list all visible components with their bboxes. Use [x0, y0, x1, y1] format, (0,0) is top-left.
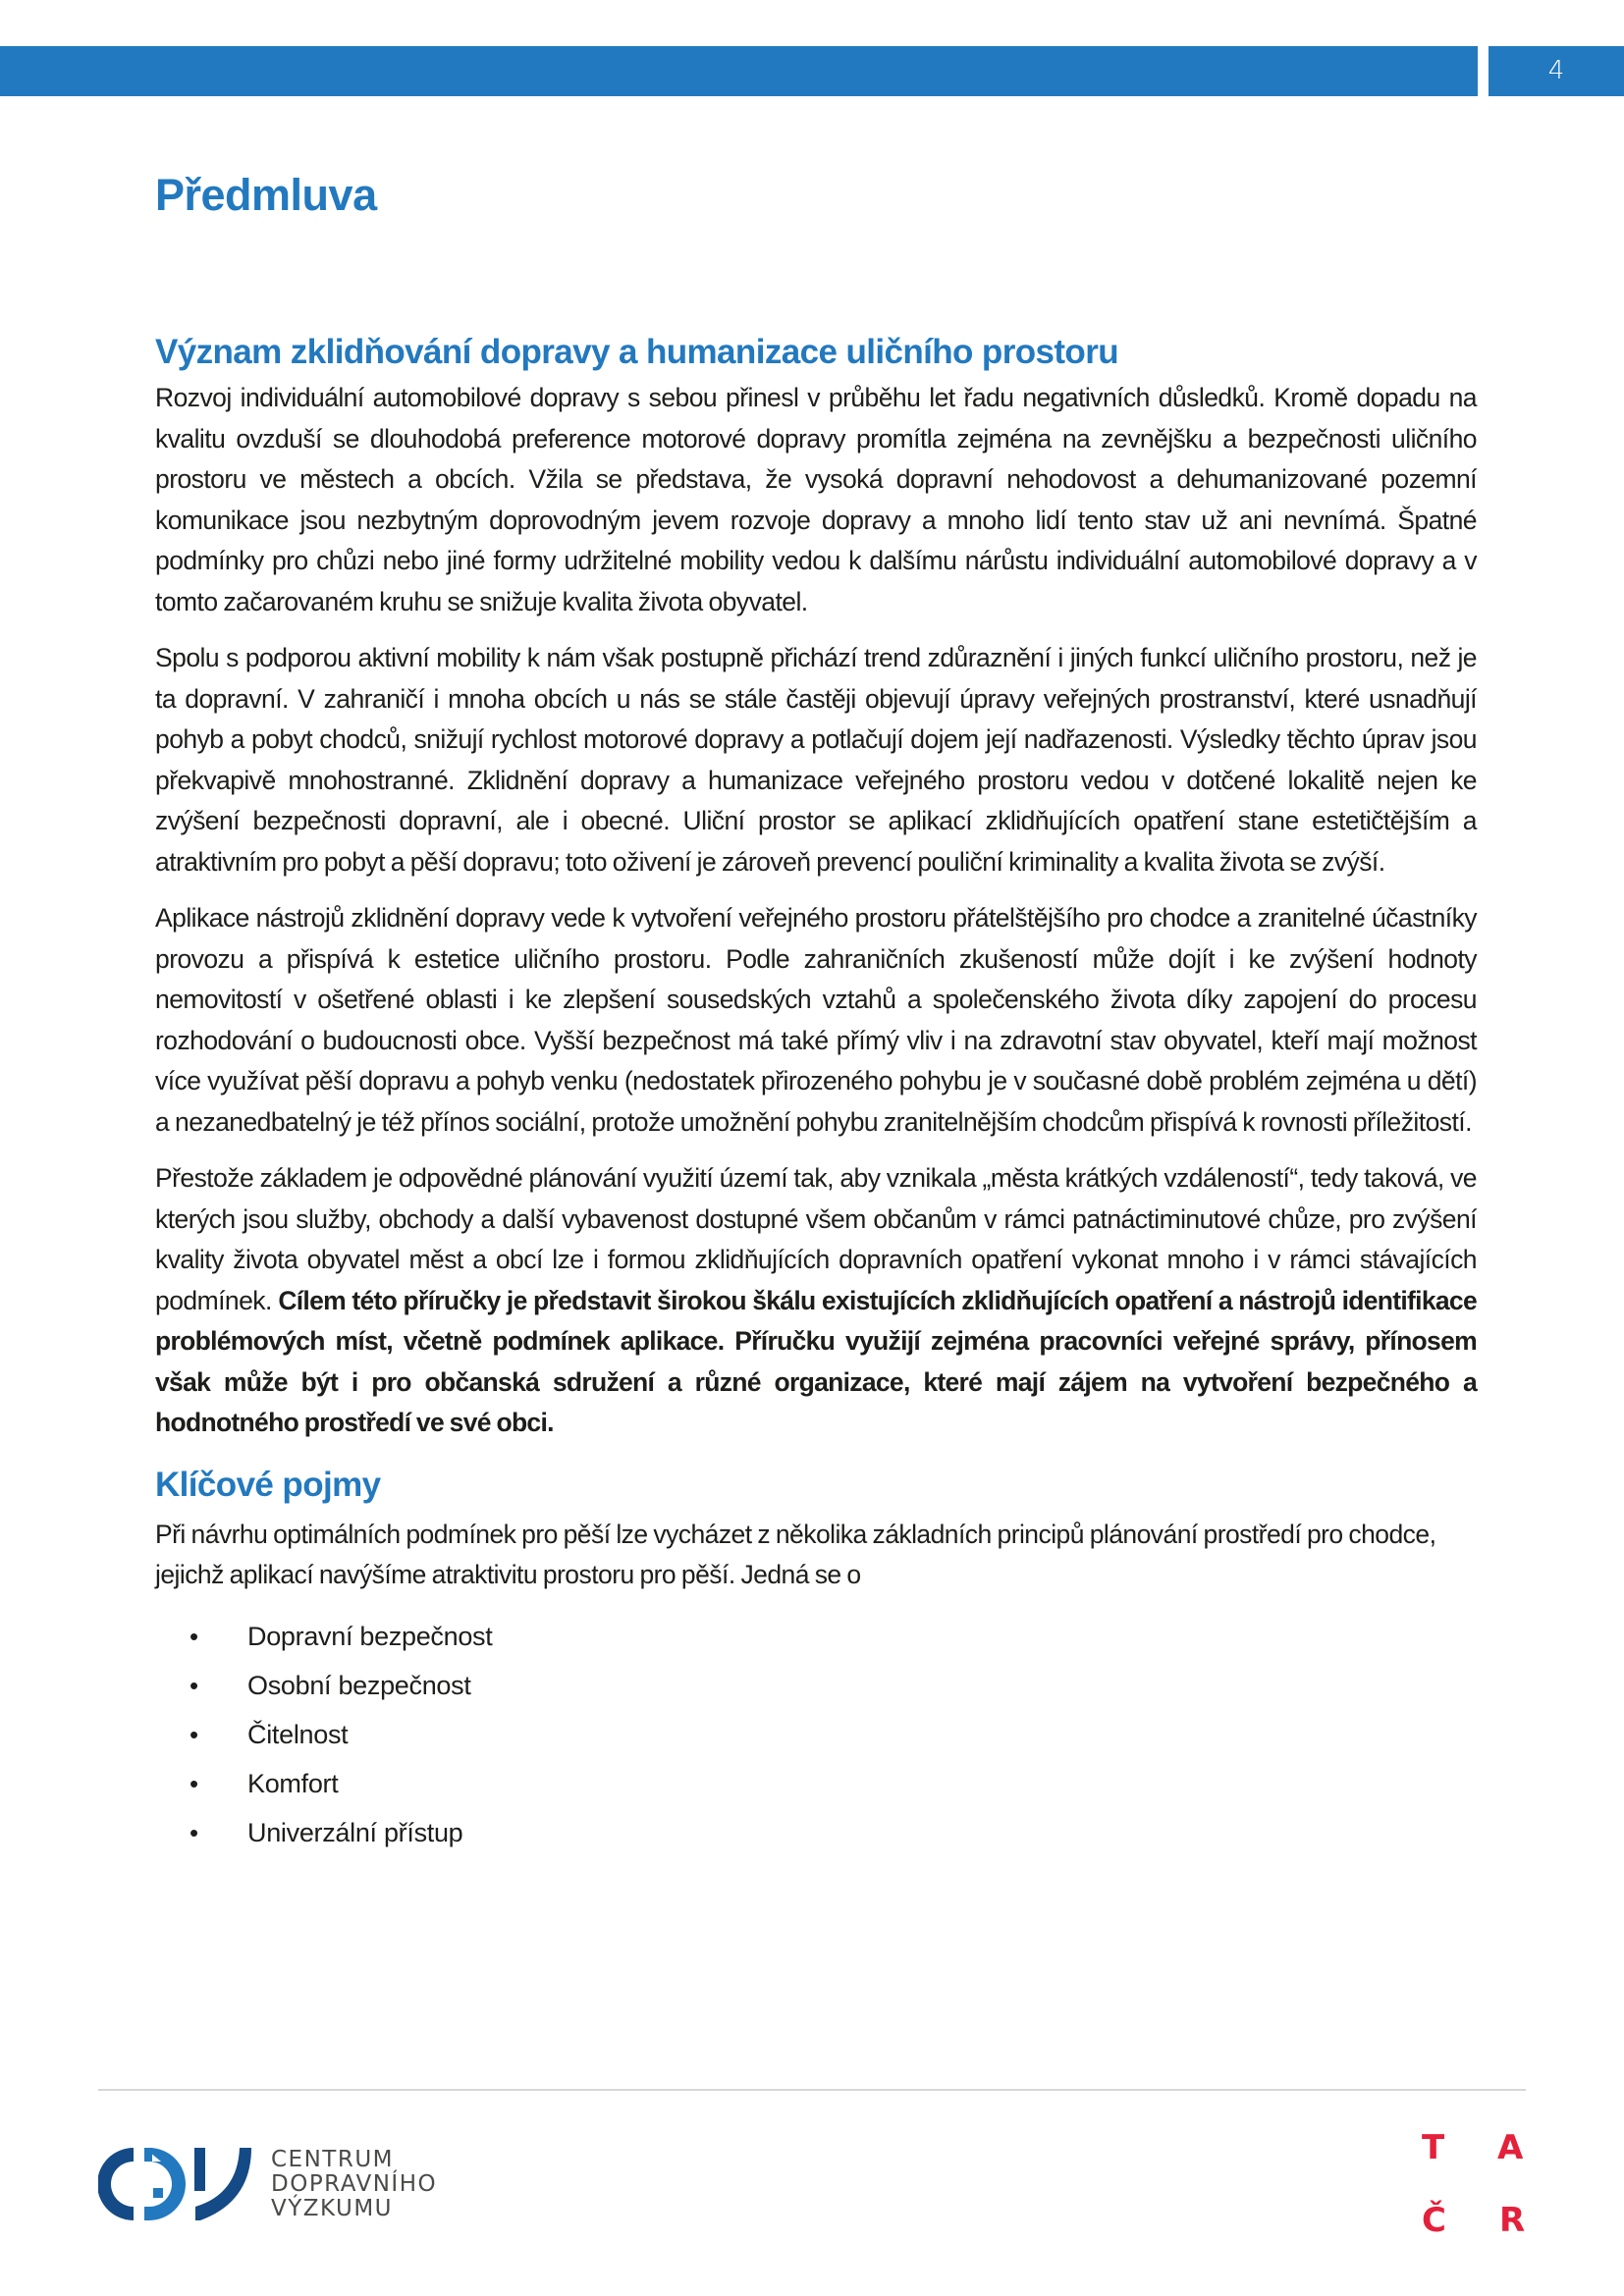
list-item-label: Univerzální přístup [247, 1817, 463, 1847]
header-band [0, 46, 1478, 96]
list-item [155, 1808, 1477, 1857]
paragraph-3: Aplikace nástrojů zklidnění dopravy vede k vytvoření veřejného prostoru přátelštějšího pro chodce a zranitelné účastníky provozu a přispívá k estetice uličního prostoru. Podle zahraničních zkušeností může dojít i ke zvýšení hodnoty nemovitostí v ošetřené oblasti i ke zlepšení sousedských vztahů a společenského života díky zapojení do procesu rozhodování o budoucnosti obce. Vyšší bezpečnost má také přímý vliv i na zdravotní stav obyvatel, kteří mají možnost více využívat pěší dopravu a pohyb venku (nedostatek přirozeného pohybu je v současné době problém zejména u dětí) a nezanedbatelný je též přínos sociální, protože umožnění pohybu zranitelnějším chodcům přispívá k rovnosti příležitostí. [155, 903, 1477, 1137]
bullet-icon: • [189, 1621, 198, 1651]
list-item-label: Čitelnost [247, 1719, 349, 1749]
list-item [155, 1612, 1477, 1661]
cdv-logo-text [271, 2148, 437, 2221]
list-item-label: Osobní bezpečnost [247, 1670, 471, 1700]
list-item-label: Komfort [247, 1768, 339, 1798]
bullet-icon: • [189, 1670, 198, 1700]
paragraph-1: Rozvoj individuální automobilové dopravy s sebou přinesl v průběhu let řadu negativních důsledků. Kromě dopadu na kvalitu ovzduší se dlouhodobá preference motorové dopravy promítla zejména na zevnějšku a bezpečnosti uličního prostoru ve městech a obcích. Vžila se představa, že vysoká dopravní nehodovost a dehumanizované pozemní komunikace jsou nezbytným doprovodným jevem rozvoje dopravy a mnoho lidí tento stav už ani nevnímá. Špatné podmínky pro chůzi nebo jiné formy udržitelné mobility vedou k dalšímu nárůstu individuální automobilové dopravy a v tomto začarovaném kruhu se snižuje kvalita života obyvatel. [155, 383, 1477, 616]
bullet-icon: • [189, 1817, 198, 1847]
list-item-label: Dopravní bezpečnost [247, 1621, 493, 1651]
page-number: 4 [1489, 46, 1624, 96]
list-item [155, 1661, 1477, 1710]
paragraph-2: Spolu s podporou aktivní mobility k nám však postupně přichází trend zdůraznění i jiných funkcí uličního prostoru, než je ta dopravní. V zahraničí i mnoha obcích u nás se stále častěji objevují úpravy veřejných prostranství, které usnadňují pohyb a pobyt chodců, snižují rychlost motorové dopravy a potlačují dojem její nadřazenosti. Výsledky těchto úprav jsou překvapivě mnohostranné. Zklidnění dopravy a humanizace veřejného prostoru vedou v dotčené lokalitě nejen ke zvýšení bezpečnosti dopravní, ale i obecné. Uliční prostor se aplikací zklidňujících opatření stane estetičtějším a atraktivním pro pobyt a pěší dopravu; toto oživení je zároveň prevencí pouliční kriminality a kvalita života se zvýší. [155, 643, 1477, 877]
tacr-letter: Č [1422, 2201, 1446, 2240]
bullet-icon: • [189, 1768, 198, 1798]
footer-divider [98, 2089, 1526, 2091]
tacr-logo [1414, 2125, 1542, 2243]
cdv-logo-line: VÝZKUMU [271, 2195, 394, 2221]
key-terms-intro: Při návrhu optimálních podmínek pro pěší lze vycházet z několika základních principů plánování prostředí pro chodce, jejichž aplikací navýšíme atraktivitu prostoru pro pěší. Jedná se o [155, 1519, 1436, 1589]
list-item [155, 1710, 1477, 1759]
tacr-letter: T [1422, 2128, 1445, 2167]
cdv-logo-line: CENTRUM [271, 2146, 395, 2172]
section-heading-key-terms: Klíčové pojmy [155, 1465, 381, 1504]
page-title: Předmluva [155, 170, 377, 220]
bullet-icon: • [189, 1719, 198, 1749]
paragraph-4-bold-aim: Cílem této příručky je představit širokou škálu existujících zklidňujících opatření a nástrojů identifikace problémových míst, včetně podmínek aplikace. Příručku využijí zejména pracovníci veřejné správy, přínosem však může být i pro občanská sdružení a různé organizace, které mají zájem na vytvoření bezpečného a hodnotného prostředí ve své obci. [155, 1285, 1477, 1437]
section-heading-traffic-calming: Význam zklidňování dopravy a humanizace uličního prostoru [155, 333, 1119, 371]
tacr-letter: R [1499, 2201, 1526, 2240]
paragraph-4-regular: Přestože základem je odpovědné plánování využití území tak, aby vznikala „města krátkých vzdáleností“, tedy taková, ve kterých jsou služby, obchody a další vybavenost dostupné všem občanům v rámci patnáctiminutové chůze, pro zvýšení kvality života obyvatel měst a obcí lze i formou zklidňujících dopravních opatření vykonat mnoho i v rámci stávajících podmínek. [155, 1163, 1477, 1315]
cdv-logo-mark-icon [98, 2145, 255, 2223]
tacr-letter: A [1497, 2128, 1524, 2167]
paragraph-4 [155, 1158, 1477, 1444]
document-body [155, 165, 1477, 1857]
cdv-logo-line: DOPRAVNÍHO [271, 2170, 438, 2197]
cdv-logo [98, 2145, 437, 2223]
key-terms-list [155, 1612, 1477, 1857]
list-item [155, 1759, 1477, 1808]
